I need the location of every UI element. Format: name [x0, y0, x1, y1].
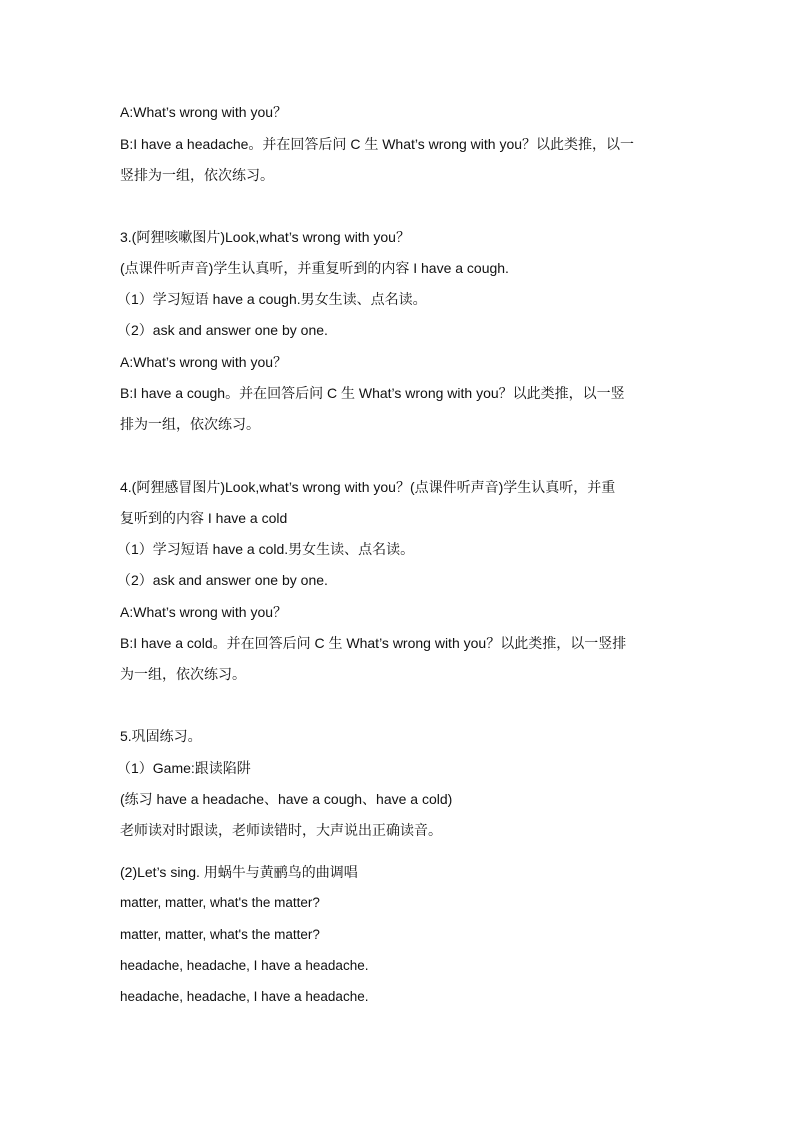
text-line: 为一组，依次练习。: [120, 666, 246, 682]
text-line: 竖排为一组，依次练习。: [120, 167, 274, 183]
lyric-line: headache, headache, I have a headache.: [120, 989, 369, 1004]
list-item: （1）Game:跟读陷阱: [117, 760, 251, 776]
text-line: 排为一组，依次练习。: [120, 416, 260, 432]
dialogue-line-a-2: A:What’s wrong with you？: [120, 354, 288, 370]
text-line: (点课件听声音)学生认真听，并重复听到的内容 I have a cough.: [120, 260, 509, 276]
dialogue-line-b-2: B:I have a cough。并在回答后问 C 生 What’s wrong with you？以此类推，以一竖: [120, 385, 625, 401]
section-heading-3: 3.(阿狸咳嗽图片)Look,what’s wrong with you？: [120, 229, 410, 245]
dialogue-line-a-3: A:What’s wrong with you？: [120, 604, 288, 620]
list-item: （1）学习短语 have a cough.男女生读、点名读。: [117, 291, 427, 307]
lyric-line: matter, matter, what's the matter?: [120, 895, 320, 910]
lyric-line: matter, matter, what's the matter?: [120, 927, 320, 942]
dialogue-line-b-1: B:I have a headache。并在回答后问 C 生 What’s wrong with you？以此类推，以一: [120, 136, 635, 152]
text-line: 复听到的内容 I have a cold: [120, 510, 288, 526]
section-heading-4: 4.(阿狸感冒图片)Look,what’s wrong with you？(点课件听声音)学生认真听，并重: [120, 479, 616, 495]
dialogue-line-a-1: A:What’s wrong with you？: [120, 104, 288, 120]
list-item: （1）学习短语 have a cold.男女生读、点名读。: [117, 541, 415, 557]
dialogue-line-b-3: B:I have a cold。并在回答后问 C 生 What’s wrong with you？以此类推，以一竖排: [120, 635, 627, 651]
text-line: 老师读对时跟读，老师读错时，大声说出正确读音。: [120, 822, 442, 838]
list-item: （2）ask and answer one by one.: [117, 322, 328, 338]
lyric-line: headache, headache, I have a headache.: [120, 958, 369, 973]
text-line: (练习 have a headache、have a cough、have a cold): [120, 791, 453, 807]
song-heading: (2)Let’s sing. 用蜗牛与黄鹂鸟的曲调唱: [120, 864, 358, 880]
section-heading-5: 5.巩固练习。: [120, 728, 202, 744]
list-item: （2）ask and answer one by one.: [117, 572, 328, 588]
